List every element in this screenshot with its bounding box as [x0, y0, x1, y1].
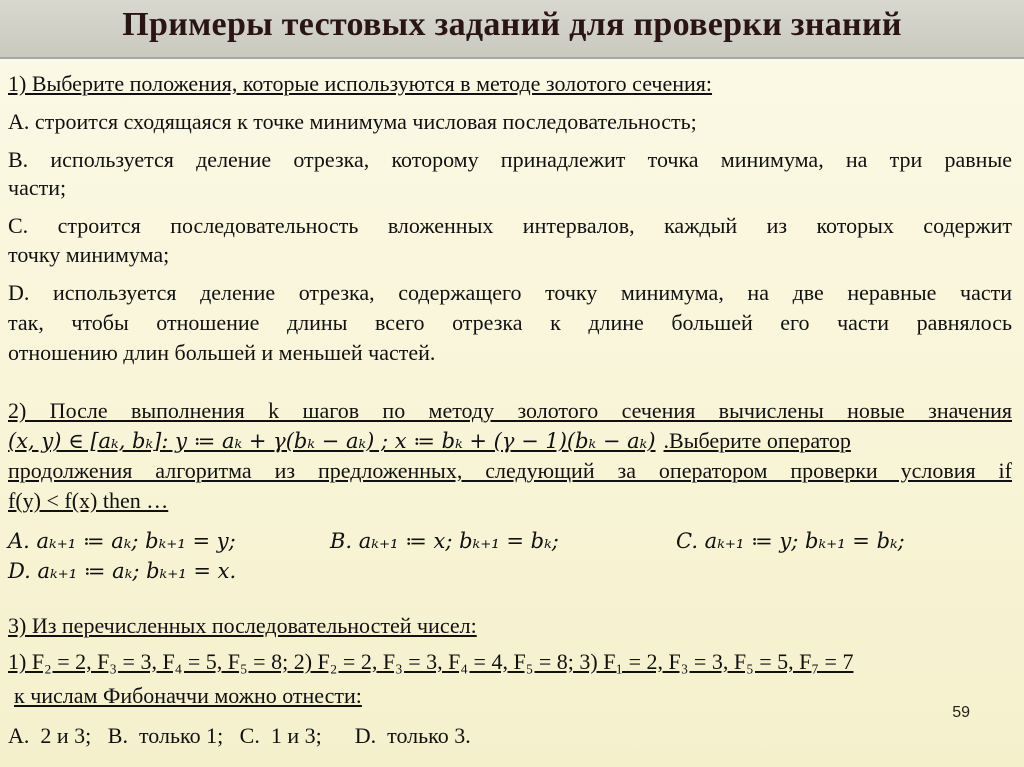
q1-option-c-line1: С. строится последовательность вложенных интервалов, каждый из которых содержит — [8, 213, 1012, 238]
q2-line2 — [8, 428, 851, 454]
q1-option-d-line2: так, чтобы отношение длины всего отрезка к длине большей его части равнялось — [8, 310, 1012, 335]
q3-question-text: 3) Из перечисленных последовательностей чисел: — [8, 613, 477, 638]
q1-option-b-line2: части; — [8, 175, 67, 200]
q3-sequences: 1) F₂ = 2, F₃ = 3, F₄ = 5, F₅ = 8; 2) F₂ = 2, F₃ = 3, F₄ = 4, F₅ = 8; 3) F₁ = 2, F₃ = 3, F₅ = 5, F₇ = 7 — [8, 649, 854, 674]
q2-option-a: A. aₖ₊₁ ≔ aₖ; bₖ₊₁ = y; — [8, 529, 236, 553]
q2-line3: продолжения алгоритма из предложенных, следующий за оператором проверки условия if — [8, 458, 1012, 483]
q3-line3: к числам Фибоначчи можно отнести: — [14, 683, 362, 708]
q2-line2-text: .Выберите оператор — [663, 428, 851, 453]
q2-formula: (x, y) ∈ [aₖ, bₖ]: y ≔ aₖ + γ(bₖ − aₖ) ; x ≔ bₖ + (γ − 1)(bₖ − aₖ) — [8, 429, 656, 453]
slide-content — [0, 62, 1024, 767]
q2-option-d: D. aₖ₊₁ ≔ aₖ; bₖ₊₁ = x. — [8, 559, 237, 583]
q3-answers: А. 2 и 3; В. только 1; С. 1 и 3; D. только 3. — [8, 723, 471, 748]
page-number: 59 — [952, 704, 970, 721]
title-bar — [0, 0, 1024, 59]
q3-question — [8, 613, 477, 639]
q1-question-text: 1) Выберите положения, которые используются в методе золотого сечения: — [8, 71, 713, 96]
q1-question — [8, 71, 712, 97]
q1-option-a: А. строится сходящаяся к точке минимума числовая последовательность; — [8, 109, 697, 134]
q1-option-d-line3: отношению длин большей и меньшей частей. — [8, 340, 436, 365]
q2-condition: f(y) < f(x) then … — [8, 488, 169, 513]
slide-title: Примеры тестовых заданий для проверки знаний — [122, 6, 902, 43]
q1-option-d-line1: D. используется деление отрезка, содержащего точку минимума, на две неравные части — [8, 280, 1012, 305]
q1-option-b-line1: В. используется деление отрезка, которому принадлежит точка минимума, на три равные — [8, 147, 1012, 172]
q2-line1: 2) После выполнения k шагов по методу золотого сечения вычислены новые значения — [8, 398, 1012, 423]
q2-option-c: C. aₖ₊₁ ≔ y; bₖ₊₁ = bₖ; — [676, 529, 905, 553]
q2-option-b: B. aₖ₊₁ ≔ x; bₖ₊₁ = bₖ; — [330, 529, 559, 553]
q1-option-c-line2: точку минимума; — [8, 242, 170, 267]
